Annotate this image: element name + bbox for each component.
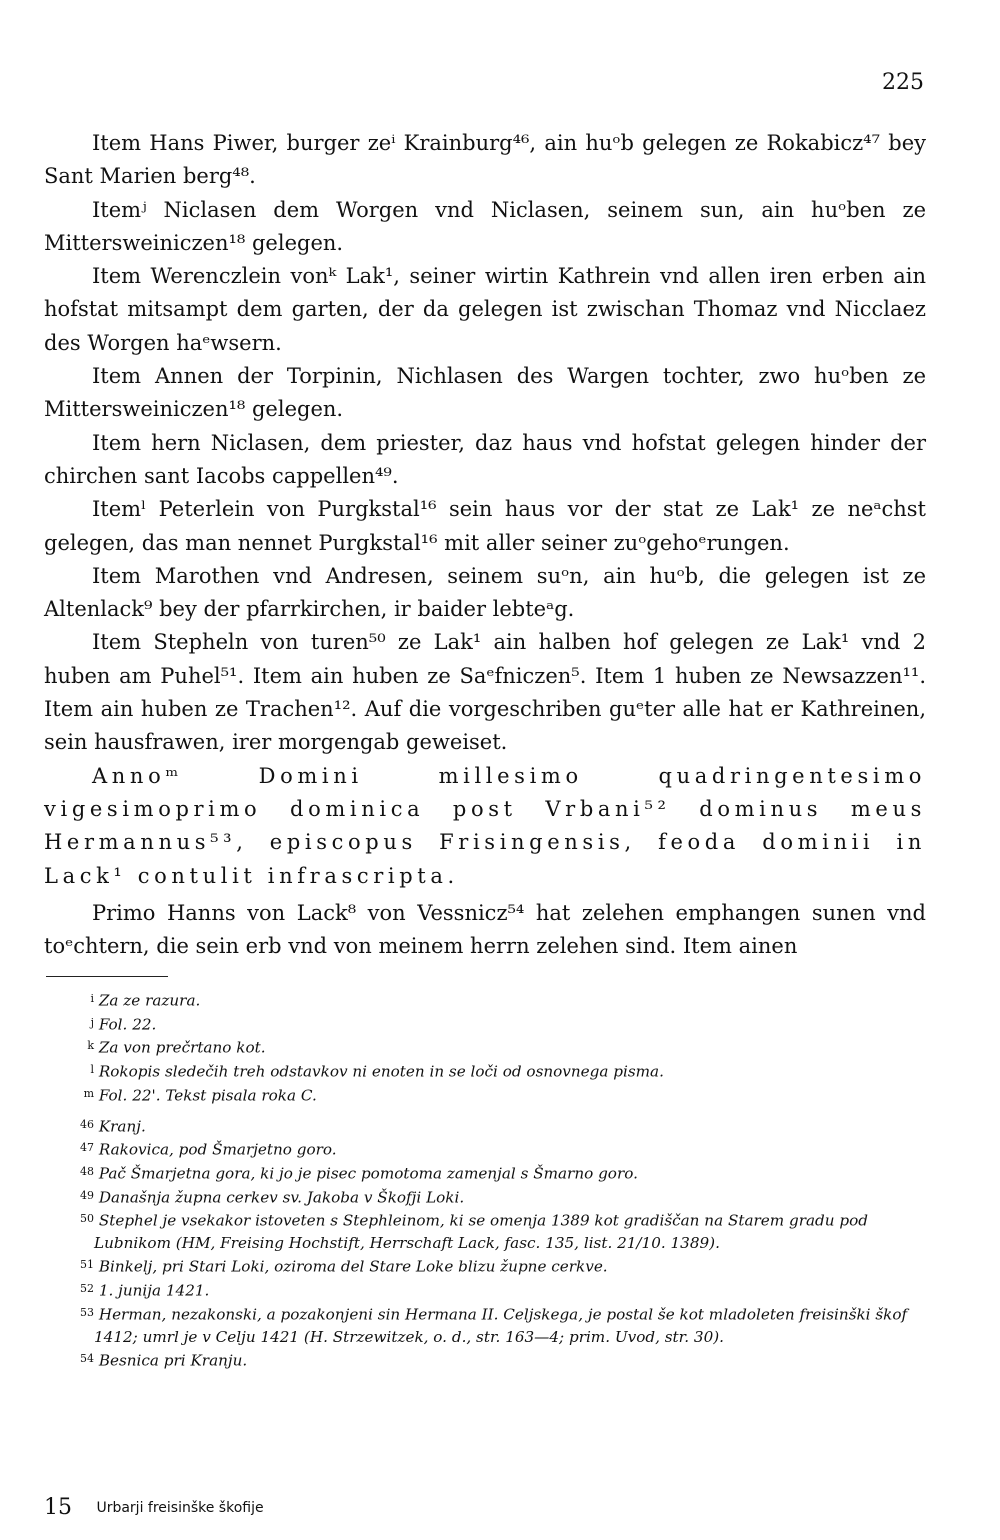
footnote: m Fol. 22'. Tekst pisala roka C.: [83, 1086, 317, 1105]
footnote: 51 Binkelj, pri Stari Loki, oziroma del Stare Loke blizu župne cerkve.: [80, 1257, 608, 1276]
footnote: 47 Rakovica, pod Šmarjetno goro.: [80, 1140, 337, 1159]
running-title: Urbarji freisinške škofije: [96, 1500, 264, 1516]
page-number: 225: [882, 70, 924, 95]
paragraph: Item Marothen vnd Andresen, seinem suᵒn, ain huᵒb, die gelegen ist ze Altenlack⁹ bey der pfarrkirchen, ir baider lebteᵃg.: [44, 563, 926, 622]
paragraph: Item Annen der Torpinin, Nichlasen des Wargen tochter, zwo huᵒben ze Mittersweiniczen¹⁸ gelegen.: [44, 364, 926, 422]
paragraph: Item Stepheln von turen⁵⁰ ze Lak¹ ain halben hof gelegen ze Lak¹ vnd 2 huben am Puhel⁵¹. Item ain huben ze Saᵉfniczen⁵. Item 1 huben ze Newsazzen¹¹. Item ain huben ze Trachen¹². Auf die vorgeschriben guᵉter alle hat er Kathreinen, sein hausfrawen, irer morgengab geweiset.: [44, 630, 926, 755]
footnote: 48 Pač Šmarjetna gora, ki jo je pisec pomotoma zamenjal s Šmarno goro.: [80, 1164, 638, 1183]
footnote: i Za ze razura.: [90, 991, 201, 1010]
sheet-number: 15: [44, 1495, 72, 1520]
footnotes: [46, 988, 926, 1372]
footnote: j Fol. 22.: [90, 1015, 157, 1033]
footnote: 46 Kranj.: [80, 1116, 146, 1135]
footnote: 52 1. junija 1421.: [80, 1281, 210, 1300]
paragraph: Item Hans Piwer, burger zeⁱ Krainburg⁴⁶, ain huᵒb gelegen ze Rokabicz⁴⁷ bey Sant Marien berg⁴⁸.: [44, 131, 926, 189]
footnote-rule: [46, 976, 168, 977]
footnote: 53 Herman, nezakonski, a pozakonjeni sin Hermana II. Celjskega, je postal še kot mladoleten freisinški škof 1412; umrl je v Celju 1421 (H. Strzewitzek, o. d., str. 163—4; prim. Uvod, str. 30).: [80, 1305, 908, 1346]
footnote: 49 Današnja župna cerkev sv. Jakoba v Škofji Loki.: [80, 1187, 465, 1206]
footnote: k Za von prečrtano kot.: [87, 1038, 266, 1057]
paragraph: Itemˡ Peterlein von Purgkstal¹⁶ sein haus vor der stat ze Lak¹ ze neᵃchst gelegen, das man nennet Purgkstal¹⁶ mit aller seiner zuᵒgehoᵉrungen.: [44, 497, 926, 555]
footnote: 50 Stephel je vsekakor istoveten s Stephleinom, ki se omenja 1389 kot gradiščan na Starem gradu pod Lubnikom (HM, Freising Hochstift, Herrschaft Lack, fasc. 135, list. 21/10. 1389).: [80, 1211, 868, 1253]
paragraph: Item Werenczlein vonᵏ Lak¹, seiner wirtin Kathrein vnd allen iren erben ain hofstat mitsampt dem garten, der da gelegen ist zwischan Thomaz vnd Nicclaez des Worgen haᵉwsern.: [44, 264, 926, 355]
footnote: l Rokopis sledečih treh odstavkov ni enoten in se loči od osnovnega pisma.: [90, 1062, 664, 1081]
paragraph: Item hern Niclasen, dem priester, daz haus vnd hofstat gelegen hinder der chirchen sant Iacobs cappellen⁴⁹.: [44, 430, 926, 488]
page-footer: [44, 1495, 264, 1520]
footnote: 54 Besnica pri Kranju.: [80, 1351, 248, 1370]
paragraph: Primo Hanns von Lack⁸ von Vessnicz⁵⁴ hat zelehen emphangen sunen vnd toᵉchtern, die sein erb vnd von meinem herrn zelehen sind. Item ainen: [44, 900, 926, 959]
paragraph: Itemʲ Niclasen dem Worgen vnd Niclasen, seinem sun, ain huᵒben ze Mittersweiniczen¹⁸ gelegen.: [44, 197, 926, 255]
main-text: [44, 127, 926, 963]
paragraph-latin: Annoᵐ Domini millesimo quadringentesimo vigesimoprimo dominica post Vrbani⁵² dominus meus Hermannus⁵³, episcopus Frisingensis, feoda dominii in Lack¹ contulit infrascripta.: [44, 763, 926, 888]
